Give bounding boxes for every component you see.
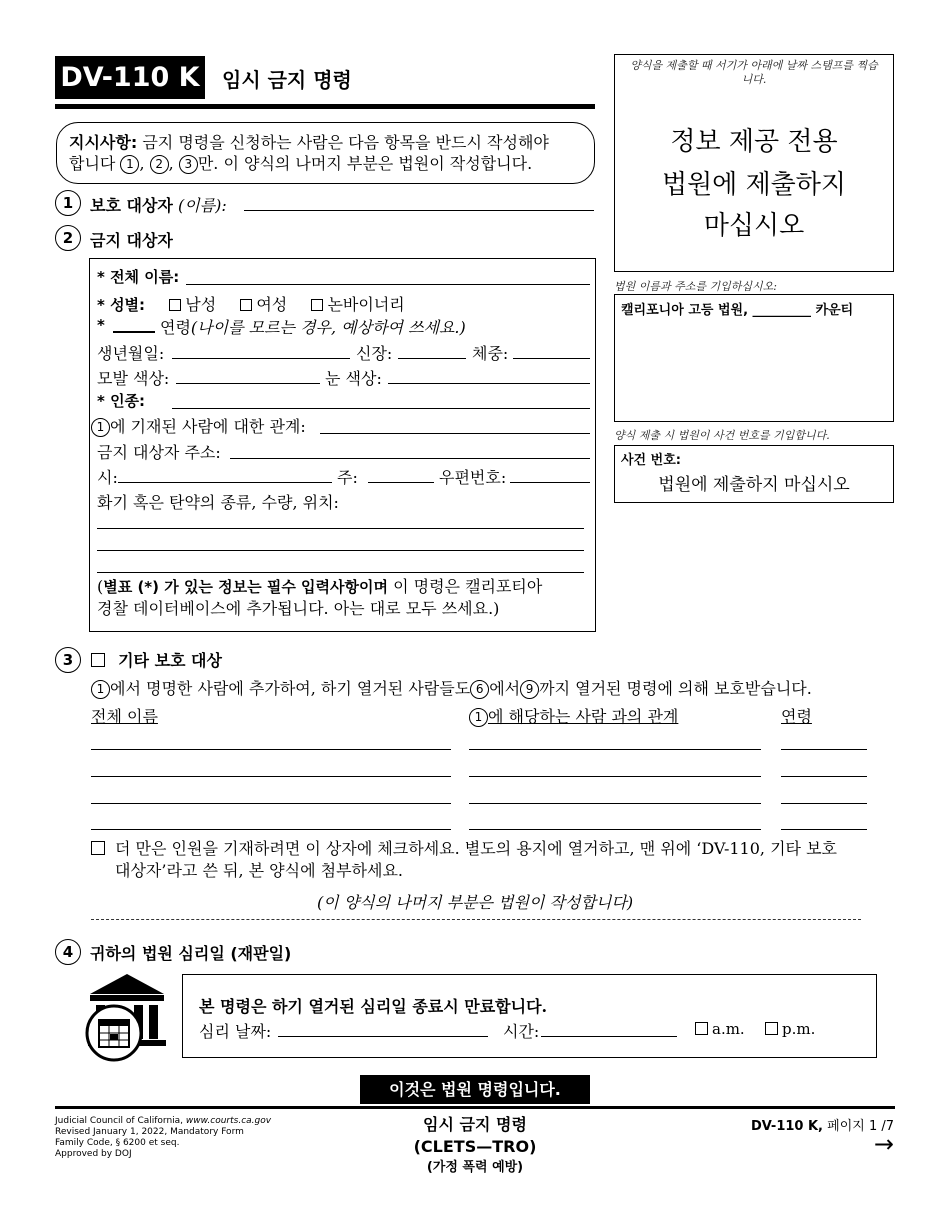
footer-subtitle: (가정 폭력 예방) <box>426 1160 524 1175</box>
footer-page-number: 페이지 1 /7 <box>823 1119 894 1134</box>
next-page-arrow-icon[interactable]: → <box>873 1130 894 1158</box>
eye-field[interactable] <box>388 383 590 384</box>
section-1-number: 1 <box>55 190 81 216</box>
other-name-field-2[interactable] <box>91 776 451 777</box>
desc-circle-6: 6 <box>470 680 489 699</box>
age-row <box>160 315 466 338</box>
dashed-divider <box>91 919 861 920</box>
case-number-label: 사건 번호: <box>621 453 681 468</box>
court-completes-note: (이 양식의 나머지 부분은 법원이 작성합니다) <box>316 893 634 912</box>
case-note: 양식 제출 시 법원이 사건 번호를 기입합니다. <box>614 429 830 442</box>
sex-male-checkbox[interactable] <box>169 299 181 311</box>
other-age-field-2[interactable] <box>781 776 867 777</box>
other-age-field-1[interactable] <box>781 749 867 750</box>
clerk-stamp-box <box>614 54 894 272</box>
hearing-time-label: 시간: <box>503 1022 540 1041</box>
case-number-box <box>614 445 894 503</box>
relation-field[interactable] <box>320 433 590 434</box>
section-3-heading <box>91 648 222 671</box>
instructions-label: 지시사항: <box>69 133 138 152</box>
full-name-field[interactable] <box>186 284 590 285</box>
hearing-date-heading: 귀하의 법원 심리일 (재판일) <box>90 944 292 963</box>
info-only-line2: 법원에 제출하지 <box>661 170 847 200</box>
section-3-description: 1 에서 명명한 사람에 추가하여, 하기 열거된 사람들도 6 에서 9 까지 열거된 명령에 의해 보호받습니다. <box>91 676 812 699</box>
sex-row <box>97 292 405 315</box>
other-rel-field-4[interactable] <box>469 829 761 830</box>
stamp-note: 양식을 제출할 때 서기가 아래에 날짜 스탬프를 찍습니다. <box>630 59 878 86</box>
sex-label: * 성별: <box>97 296 146 314</box>
hearing-date-label: 심리 날짜: <box>199 1022 272 1041</box>
age-required-mark: * <box>97 316 105 334</box>
footer-form-code: DV-110 K, <box>751 1119 823 1134</box>
more-people-checkbox[interactable] <box>91 841 105 855</box>
city-field[interactable] <box>118 482 332 483</box>
weapons-field-2[interactable] <box>97 550 584 551</box>
required-note-bold: 별표 (*) 가 있는 정보는 필수 입력사항이며 <box>103 578 388 596</box>
col-age: 연령 <box>781 707 812 726</box>
weight-field[interactable] <box>513 358 590 359</box>
court-name-box <box>614 294 894 422</box>
footer-title: 임시 금지 명령 <box>423 1115 527 1134</box>
weapons-label: 화기 혹은 탄약의 종류, 수량, 위치: <box>97 493 339 512</box>
section-1-heading <box>90 193 227 216</box>
age-hint: (나이를 모르는 경우, 예상하여 쓰세요.) <box>190 318 466 337</box>
address-label: 금지 대상자 주소: <box>97 443 221 462</box>
race-field[interactable] <box>172 408 590 409</box>
hearing-time-field[interactable] <box>541 1036 677 1037</box>
instructions-text-2a: 합니다 <box>69 154 116 173</box>
item-3-circle: 3 <box>179 155 198 174</box>
protected-person-label: 보호 대상자 <box>90 196 173 215</box>
hair-field[interactable] <box>176 383 320 384</box>
info-only-line1: 정보 제공 전용 <box>670 127 838 157</box>
other-protected-checkbox[interactable] <box>91 653 105 667</box>
footer-rule <box>55 1106 895 1109</box>
expires-text: 본 명령은 하기 열거된 심리일 종료시 만료합니다. <box>199 997 548 1016</box>
zip-label: 우편번호: <box>439 468 507 487</box>
required-note: (별표 (*) 가 있는 정보는 필수 입력사항이며 이 명령은 캘리포티아 경찰 데이터베이스에 추가됩니다. 아는 대로 모두 쓰세요.) <box>97 577 543 618</box>
hearing-date-field[interactable] <box>278 1036 488 1037</box>
hair-label: 모발 색상: <box>97 369 170 388</box>
required-note-rest1: 이 명령은 캘리포티아 <box>387 577 543 596</box>
item-1-circle: 1 <box>120 155 139 174</box>
col-relationship-circle: 1 <box>469 708 488 727</box>
instructions-text-2b: 만. 이 양식의 나머지 부분은 법원이 작성합니다. <box>197 154 533 173</box>
other-name-field-4[interactable] <box>91 829 451 830</box>
address-field[interactable] <box>230 458 590 459</box>
other-age-field-4[interactable] <box>781 829 867 830</box>
other-rel-field-3[interactable] <box>469 803 761 804</box>
eye-label: 눈 색상: <box>325 369 382 388</box>
instructions-box: 지시사항: 금지 명령을 신청하는 사람은 다음 항목을 반드시 작성해야 합니다 1 , 2 , 3 만. 이 양식의 나머지 부분은 법원이 작성합니다. <box>56 122 595 184</box>
weapons-field-1[interactable] <box>97 528 584 529</box>
courts-url: www.courts.ca.gov <box>185 1116 272 1126</box>
height-field[interactable] <box>398 358 466 359</box>
state-field[interactable] <box>368 482 434 483</box>
section-4-number: 4 <box>55 939 81 965</box>
other-protected-label: 기타 보호 대상 <box>118 651 222 670</box>
footer-left: Judicial Council of California, www.courts.ca.gov Revised January 1, 2022, Mandatory Form Family Code, § 6200 et seq. Approved by DOJ <box>55 1116 272 1159</box>
zip-field[interactable] <box>510 482 590 483</box>
form-code: DV-110 K <box>55 56 205 99</box>
weapons-field-3[interactable] <box>97 572 584 573</box>
instructions-text-1: 금지 명령을 신청하는 사람은 다음 항목을 반드시 작성해야 <box>142 133 549 152</box>
more-people-text: 더 만은 인원을 기재하려면 이 상자에 체크하세요. 별도의 용지에 열거하고, 맨 위에 ‘DV-110, 기타 보호 대상자’라고 쓴 뒤, 본 양식에 첨부하세요. <box>115 839 837 880</box>
city-label: 시: <box>97 468 118 487</box>
court-name-text: 캘리포니아 고등 법원, _________ 카운티 <box>621 303 854 318</box>
footer-page <box>751 1115 894 1134</box>
court-order-banner: 이것은 법원 명령입니다. <box>360 1075 590 1104</box>
full-name-label: * 전체 이름: <box>97 268 180 286</box>
required-note-rest2: 경찰 데이터베이스에 추가됩니다. 아는 대로 모두 쓰세요.) <box>97 599 500 618</box>
col-full-name: 전체 이름 <box>91 707 158 726</box>
case-number-value: 법원에 제출하지 마십시오 <box>658 475 850 495</box>
form-title: 임시 금지 명령 <box>222 68 352 92</box>
weight-label: 체중: <box>472 344 509 363</box>
other-name-field-1[interactable] <box>91 749 451 750</box>
sex-male-option[interactable]: 남성 <box>169 295 216 314</box>
age-field[interactable] <box>113 331 155 333</box>
sex-female-option[interactable]: 여성 <box>240 295 287 314</box>
court-note: 법원 이름과 주소를 기입하십시오: <box>614 280 777 293</box>
protected-person-name-field[interactable] <box>244 210 594 211</box>
section-2-number: 2 <box>55 225 81 251</box>
header-rule <box>55 104 595 109</box>
sex-female-checkbox[interactable] <box>240 299 252 311</box>
footer-center <box>375 1114 575 1178</box>
footer-clets: (CLETS—TRO) <box>413 1137 537 1156</box>
other-rel-field-1[interactable] <box>469 749 761 750</box>
state-label: 주: <box>337 468 358 487</box>
other-age-field-3[interactable] <box>781 803 867 804</box>
height-label: 신장: <box>356 344 393 363</box>
courthouse-calendar-icon <box>84 970 170 1062</box>
sex-nonbinary-checkbox[interactable] <box>311 299 323 311</box>
relation-row <box>91 414 306 437</box>
race-label: * 인종: <box>97 392 146 410</box>
dob-label: 생년월일: <box>97 344 165 363</box>
am-checkbox[interactable] <box>695 1022 708 1035</box>
section-3-number: 3 <box>55 647 81 673</box>
relation-ref-circle: 1 <box>91 418 110 437</box>
desc-circle-9: 9 <box>520 680 539 699</box>
pm-option[interactable]: p.m. <box>765 1020 815 1038</box>
relation-label: 에 기재된 사람에 대한 관계: <box>110 417 306 436</box>
restrained-person-label: 금지 대상자 <box>90 231 173 250</box>
age-label: 연령 <box>160 318 191 337</box>
sex-nonbinary-option[interactable]: 논바이너리 <box>311 295 404 314</box>
item-2-circle: 2 <box>150 155 169 174</box>
desc-circle-1: 1 <box>91 680 110 699</box>
protected-person-hint: (이름): <box>177 196 227 215</box>
col-relationship: 1 에 해당하는 사람 과의 관계 <box>469 704 678 727</box>
other-rel-field-2[interactable] <box>469 776 761 777</box>
info-only-line3: 마십시오 <box>703 211 805 241</box>
dob-field[interactable] <box>172 358 350 359</box>
am-option[interactable]: a.m. <box>695 1020 745 1038</box>
other-name-field-3[interactable] <box>91 803 451 804</box>
pm-checkbox[interactable] <box>765 1022 778 1035</box>
